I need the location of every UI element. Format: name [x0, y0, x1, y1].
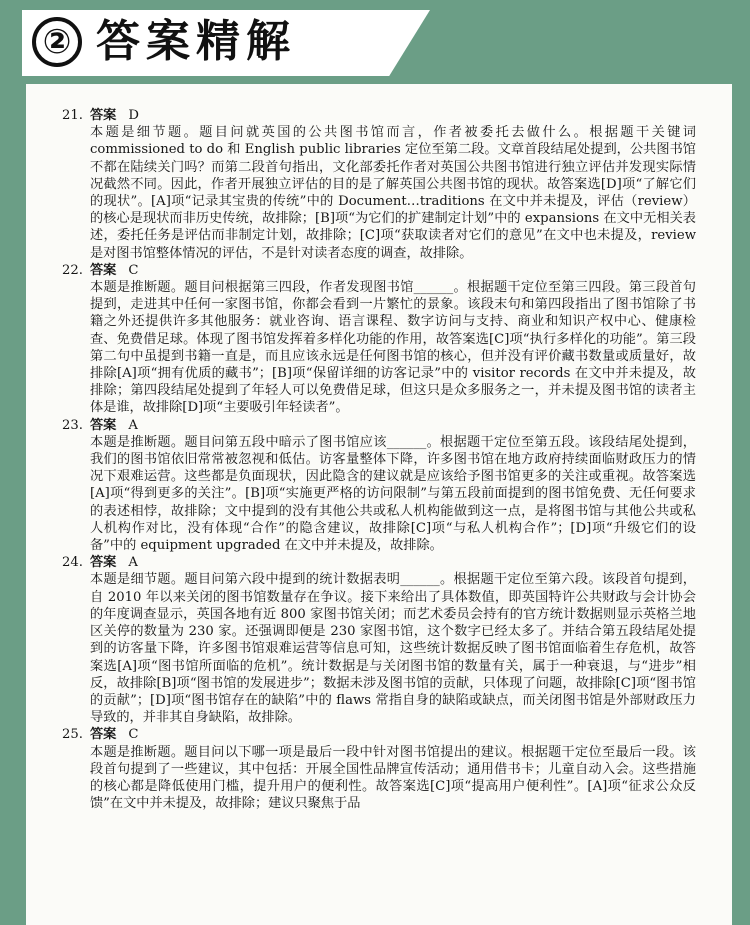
question-25	[62, 726, 696, 812]
question-number: 21.	[62, 108, 83, 123]
explanation: 本题是推断题。题目问以下哪一项是最后一段中针对图书馆提出的建议。根据题干定位至最后一段。该段首句提到了一些建议，其中包括：开展全国性品牌宣传活动；通用借书卡；儿童自动入会。这些措施的核心都是降低使用门槛，提升用户的便利性。故答案选[C]项“提高用户便利性”。[A]项“征求公众反馈”在文中并未提及，故排除；建议只聚焦于品	[90, 744, 696, 812]
explanation: 本题是推断题。题目问根据第三四段，作者发现图书馆______。根据题干定位至第三四段。第三段首句提到，走进其中任何一家图书馆，你都会看到一片繁忙的景象。该段末句和第四段指出了图书馆除了书籍之外还提供许多其他服务：就业咨询、语言课程、数字访问与支持、商业和知识产权中心、健康检查、免费借足球。体现了图书馆发挥着多样化功能的作用，故答案选[C]项“执行多样化的功能”。第三段第二句中虽提到书籍一直是，而且应该永远是任何图书馆的核心，但并没有评价藏书数量或质量好，故排除[A]项“拥有优质的藏书”；[B]项“保留详细的访客记录”中的 visitor records 在文中并未提及，故排除；第四段结尾处提到了年轻人可以免费借足球，但这只是众多服务之一，并未提及图书馆的读者主体是谁，故排除[D]项“主要吸引年轻读者”。	[90, 280, 696, 416]
question-header	[62, 726, 696, 743]
answer-letter: C	[128, 262, 139, 278]
question-21	[62, 107, 696, 262]
answer-letter: A	[128, 417, 138, 433]
section-number-badge: ②	[32, 17, 82, 67]
explanation: 本题是细节题。题目问就英国的公共图书馆而言，作者被委托去做什么。根据题干关键词commissioned to do 和 English public libraries 定位至第二段。文章首段结尾处提到，公共图书馆不都在陆续关门吗？而第二段首句指出，文化部委托作者对英国公共图书馆进行独立评估并发现实际情况截然不同。因此，作者开展独立评估的目的是了解英国公共图书馆的现状。故答案选[D]项“了解它们的现状”。[A]项“记录其宝贵的传统”中的 Document…traditions 在文中并未提及，评估（review）的核心是现状而非历史传统，故排除；[B]项“为它们的扩建制定计划”中的 expansions 在文中无相关表述，委托任务是评估而非制定计划，故排除；[C]项“获取读者对它们的意见”在文中也未提及，review 是对图书馆整体情况的评估，不是针对读者态度的调查，故排除。	[90, 125, 696, 261]
explanation: 本题是推断题。题目问第五段中暗示了图书馆应该______。根据题干定位至第五段。该段结尾处提到，我们的图书馆依旧常常被忽视和低估。访客量整体下降，许多图书馆在地方政府持续面临财政压力的情况下艰难运营。这些都是负面现状，因此隐含的建议就是应该给予图书馆更多的关注或重视。故答案选[A]项“得到更多的关注”。[B]项“实施更严格的访问限制”与第五段前面提到的图书馆免费、无任何要求的表述相悖，故排除；文中提到的没有其他公共或私人机构能做到这一点，是将图书馆与其他公共或私人机构作对比，没有体现“合作”的隐含建议，故排除[C]项“与私人机构合作”；[D]项“升级它们的设备”中的 equipment upgraded 在文中并未提及，故排除。	[90, 434, 696, 554]
answer-letter: D	[128, 108, 139, 123]
question-number: 23.	[62, 417, 83, 433]
answer-label: 答案	[90, 417, 117, 433]
question-number: 25.	[62, 727, 83, 743]
question-header	[62, 107, 696, 124]
answer-label: 答案	[90, 555, 117, 571]
question-23	[62, 417, 696, 555]
question-24	[62, 554, 696, 726]
question-22	[62, 262, 696, 417]
question-number: 22.	[62, 262, 83, 278]
answer-label: 答案	[90, 262, 117, 278]
page-title: 答案精解	[96, 16, 296, 67]
question-header	[62, 417, 696, 434]
question-number: 24.	[62, 555, 83, 571]
answer-letter: A	[128, 555, 138, 571]
answer-label: 答案	[90, 727, 117, 743]
answer-list	[62, 107, 696, 812]
question-header	[62, 262, 696, 279]
answer-letter: C	[128, 727, 139, 743]
explanation: 本题是细节题。题目问第六段中提到的统计数据表明______。根据题干定位至第六段。该段首句提到，自 2010 年以来关闭的图书馆数量存在争议。接下来给出了具体数值，即英国特许公共财政与会计协会的年度调查显示，英国各地有近 800 家图书馆关闭；而艺术委员会持有的官方统计数据则显示英格兰地区关停的数量为 230 家。还强调即便是 230 家图书馆，这个数字已经太多了。并结合第五段结尾处提到的访客量下降，许多图书馆艰难运营等信息可知，这些统计数据反映了图书馆面临着生存危机，故答案选[A]项“图书馆所面临的危机”。统计数据是与关闭图书馆的数量有关，属于一种衰退，与“进步”相反，故排除[B]项“图书馆的发展进步”；数据未涉及图书馆的贡献，只体现了问题，故排除[C]项“图书馆的贡献”；[D]项“图书馆存在的缺陷”中的 flaws 常指自身的缺陷或缺点，而关闭图书馆是外部财政压力导致的，并非其自身缺陷，故排除。	[90, 572, 696, 726]
answer-label: 答案	[90, 108, 117, 123]
question-header	[62, 554, 696, 571]
